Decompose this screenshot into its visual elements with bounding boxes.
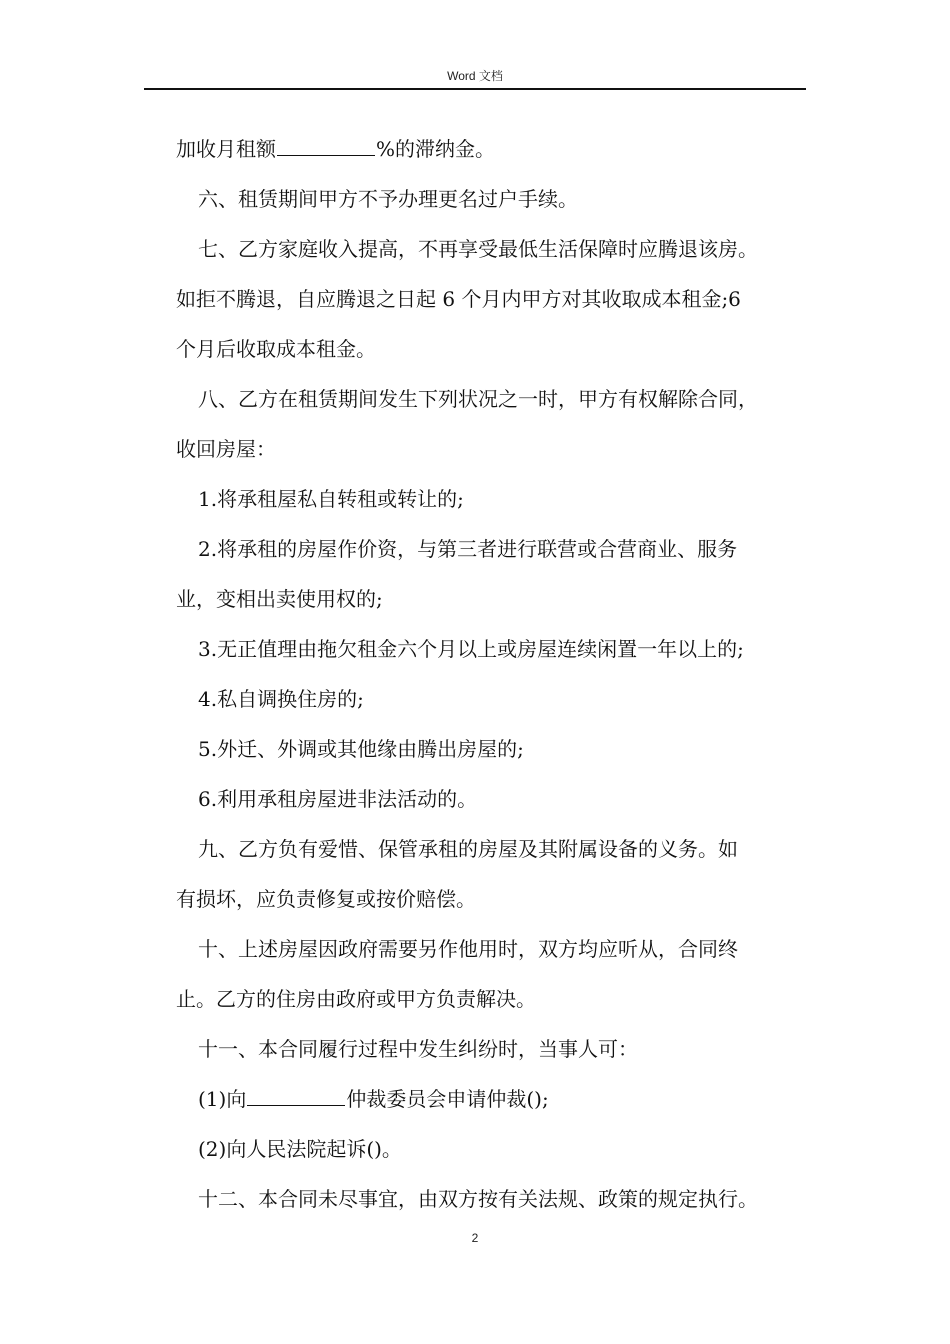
line-text: (1)向 (198, 1087, 247, 1111)
text-line (176, 134, 495, 164)
text-line: 如拒不腾退，自应腾退之日起 6 个月内甲方对其收取成本租金;6 (176, 287, 741, 311)
text-line: 4.私自调换住房的; (198, 687, 364, 711)
text-line: 十一、本合同履行过程中发生纠纷时，当事人可： (198, 1037, 638, 1061)
text-line (198, 1084, 549, 1114)
fill-in-blank (277, 137, 375, 156)
text-line: 十、上述房屋因政府需要另作他用时，双方均应听从，合同终 (198, 937, 738, 961)
page-footer (0, 1231, 950, 1245)
page-number: 2 (471, 1231, 479, 1245)
text-line: 个月后收取成本租金。 (176, 337, 376, 361)
text-line: 九、乙方负有爱惜、保管承租的房屋及其附属设备的义务。如 (198, 837, 738, 861)
text-line: 6.利用承租房屋进非法活动的。 (198, 787, 478, 811)
page-header (144, 66, 806, 90)
text-line: 止。乙方的住房由政府或甲方负责解决。 (176, 987, 536, 1011)
line-text: %的滞纳金。 (376, 137, 496, 161)
text-line: 业，变相出卖使用权的; (176, 587, 383, 611)
text-line: 八、乙方在租赁期间发生下列状况之一时，甲方有权解除合同， (198, 387, 758, 411)
text-line: (2)向人民法院起诉()。 (198, 1137, 402, 1161)
text-line: 七、乙方家庭收入提高，不再享受最低生活保障时应腾退该房。 (198, 237, 758, 261)
text-line: 3.无正值理由拖欠租金六个月以上或房屋连续闲置一年以上的; (198, 637, 744, 661)
header-title: Word 文档 (447, 69, 503, 83)
text-line: 十二、本合同未尽事宜，由双方按有关法规、政策的规定执行。 (198, 1187, 758, 1211)
text-line: 1.将承租屋私自转租或转让的; (198, 487, 464, 511)
text-line: 六、租赁期间甲方不予办理更名过户手续。 (198, 187, 578, 211)
line-text: 仲裁委员会申请仲裁(); (346, 1087, 549, 1111)
text-line: 5.外迁、外调或其他缘由腾出房屋的; (198, 737, 524, 761)
fill-in-blank (247, 1087, 345, 1106)
text-line: 2.将承租的房屋作价资，与第三者进行联营或合营商业、服务 (198, 537, 738, 561)
line-text: 加收月租额 (176, 137, 276, 161)
text-line: 有损坏，应负责修复或按价赔偿。 (176, 887, 476, 911)
text-line: 收回房屋： (176, 437, 276, 461)
